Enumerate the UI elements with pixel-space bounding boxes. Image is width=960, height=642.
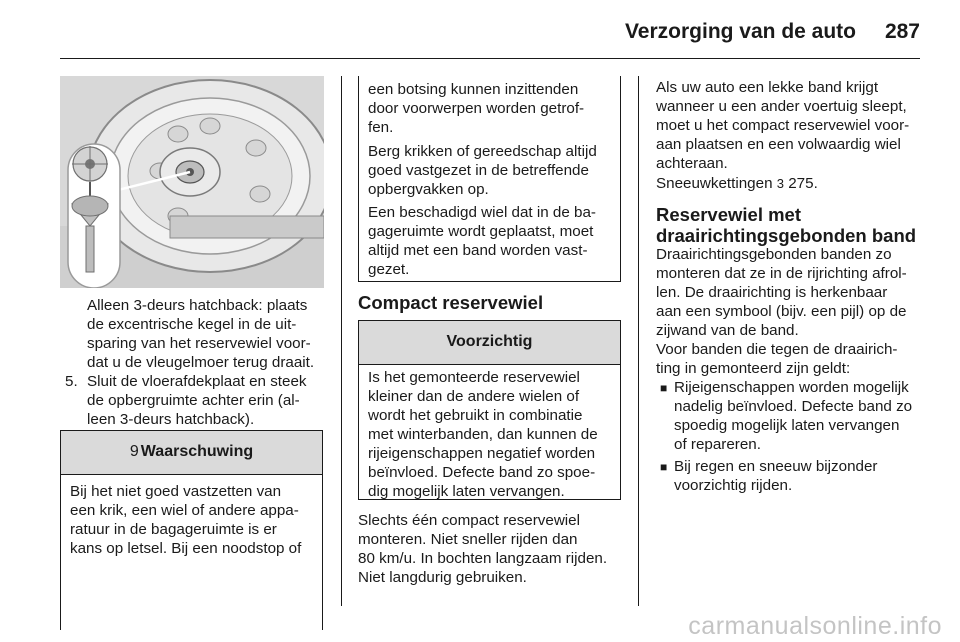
directional-text: Draairichtingsgebonden banden zo monteren dat ze in de rijrichting afrol- len. De draairichting is herkenbaar aan een symbool (bijv. een pijl) op de zijwand van de band. bbox=[656, 246, 907, 339]
warning-icon: 9 bbox=[129, 443, 139, 460]
page-reference-icon: 3 bbox=[776, 176, 784, 191]
bullet-text-2: Bij regen en sneeuw bijzonder voorzichtig rijden. bbox=[674, 458, 878, 494]
step-5-number: 5. bbox=[65, 373, 78, 390]
bullet-marker-2: ■ bbox=[660, 460, 668, 474]
bullet-text-1: Rijeigenschappen worden mogelijk nadelig beïnvloed. Defecte band zo spoedig mogelijk laten vervangen of repareren. bbox=[674, 379, 913, 453]
spare-wheel-drawing bbox=[60, 76, 324, 288]
warning-title: Waarschuwing bbox=[140, 443, 254, 460]
snow-chains-label: Sneeuwkettingen bbox=[656, 175, 773, 192]
warning-header bbox=[61, 431, 322, 475]
step-5-text: Sluit de vloerafdekplaat en steek de opbergruimte achter erin (al- leen 3-deurs hatchback). bbox=[87, 373, 307, 428]
caution-text: Is het gemonteerde reservewiel kleiner dan de andere wielen of wordt het gebruikt in combinatie met winterbanden, dan kunnen de rijeigenschappen negatief worden beïnvloed. Defecte band zo spoe- dig mogelijk laten vervangen. bbox=[368, 369, 598, 500]
page-header bbox=[0, 0, 960, 62]
warning-continued-text-2: Berg krikken of gereedschap altijd goed vastgezet in de betreffende opbergvakken op. bbox=[368, 143, 597, 198]
column-divider-left bbox=[341, 76, 342, 606]
snow-chains-page: 275. bbox=[788, 175, 818, 192]
spare-wheel-illustration bbox=[60, 76, 324, 288]
step-4-text: Alleen 3-deurs hatchback: plaats de excentrische kegel in de uit- sparing van het reservewiel voor- dat u de vleugelmoer terug draait. bbox=[87, 297, 315, 371]
bullet-marker-1: ■ bbox=[660, 381, 668, 395]
warning-continued-text-3: Een beschadigd wiel dat in de ba- gageruimte wordt geplaatst, moet altijd met een band worden vast- gezet. bbox=[368, 204, 596, 278]
directional-spare-heading: Reservewiel met draairichtingsgebonden band bbox=[656, 204, 917, 246]
reverse-mounted-intro: Voor banden die tegen de draairich- ting in gemonteerd zijn geldt: bbox=[656, 341, 898, 377]
page-title: Verzorging van de auto bbox=[624, 20, 856, 43]
warning-text: Bij het niet goed vastzetten van een krik, een wiel of andere appa- ratuur in de bagageruimte is er kans op letsel. Bij een noodstop of bbox=[70, 483, 302, 557]
warning-continued-text-1: een botsing kunnen inzittenden door voorwerpen worden getrof- fen. bbox=[368, 81, 585, 136]
compact-spare-heading: Compact reservewiel bbox=[358, 292, 544, 313]
towing-text: Als uw auto een lekke band krijgt wanneer u een ander voertuig sleept, moet u het compact reservewiel voor- aan plaatsen en een volwaardig wiel achteraan. bbox=[656, 79, 910, 172]
page-number: 287 bbox=[884, 20, 920, 43]
header-rule bbox=[60, 58, 920, 59]
compact-spare-text: Slechts één compact reservewiel monteren. Niet sneller rijden dan 80 km/u. In bochten langzaam rijden. Niet langdurig gebruiken. bbox=[358, 512, 608, 586]
snow-chains-reference bbox=[656, 174, 818, 193]
column-divider-right bbox=[638, 76, 639, 606]
caution-header bbox=[359, 321, 620, 365]
watermark: carmanualsonline.info bbox=[688, 612, 942, 640]
caution-title: Voorzichtig bbox=[446, 333, 533, 350]
